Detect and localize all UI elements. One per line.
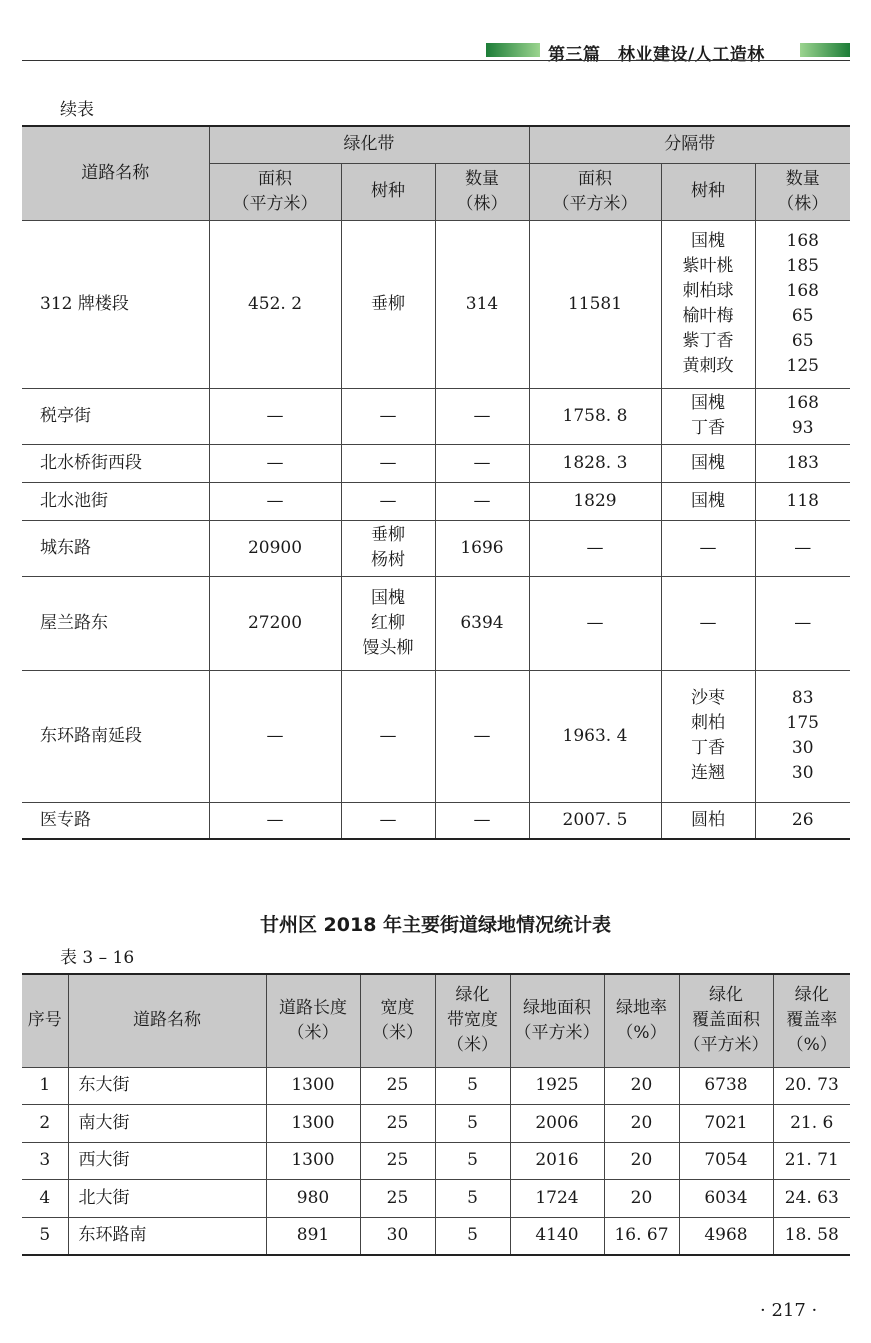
table-cell: 1300 — [266, 1067, 360, 1105]
table-cell: — — [209, 482, 341, 520]
col-header-gb-count: 数量 （株） — [435, 163, 529, 220]
table-cell: — — [529, 576, 661, 670]
table-cell: 25 — [360, 1067, 435, 1105]
section-header: 第三篇 林业建设/人工造林 — [548, 45, 765, 65]
table-cell: 国槐 — [661, 482, 755, 520]
table-cell: 21. 71 — [773, 1142, 850, 1180]
table-cell: 25 — [360, 1105, 435, 1143]
table-cell: 2016 — [510, 1142, 604, 1180]
table-cell: 国槐 红柳 馒头柳 — [341, 576, 435, 670]
col-header: 绿化 带宽度 （米） — [435, 974, 510, 1067]
col-header-gb-species: 树种 — [341, 163, 435, 220]
table-cell: 168 93 — [755, 388, 850, 444]
table-cell: 4968 — [679, 1217, 773, 1255]
table-cell: 24. 63 — [773, 1180, 850, 1218]
table-cell: 183 — [755, 444, 850, 482]
table-cell: — — [341, 482, 435, 520]
table-cell: — — [435, 482, 529, 520]
table-cell: 4 — [22, 1180, 68, 1218]
table-cell: 垂柳 杨树 — [341, 520, 435, 576]
col-header: 绿化 覆盖率 （%） — [773, 974, 850, 1067]
table-cell: 4140 — [510, 1217, 604, 1255]
table-cell: 3 — [22, 1142, 68, 1180]
table-cell: 5 — [22, 1217, 68, 1255]
table-cell: 圆柏 — [661, 802, 755, 839]
table-row — [22, 220, 850, 388]
table-row — [22, 1180, 850, 1218]
table-cell: 20 — [604, 1142, 679, 1180]
table-cell: 垂柳 — [341, 220, 435, 388]
table-cell: — — [209, 388, 341, 444]
table-cell: 1829 — [529, 482, 661, 520]
road-name-cell: 东环路南延段 — [22, 670, 209, 802]
col-header: 绿地面积 （平方米） — [510, 974, 604, 1067]
table-row — [22, 1217, 850, 1255]
table-cell: — — [755, 576, 850, 670]
table-cell: — — [435, 802, 529, 839]
table2-title: 甘州区 2018 年主要街道绿地情况统计表 — [259, 914, 612, 936]
col-header-green-belt: 绿化带 — [209, 126, 529, 163]
table-cell: 20 — [604, 1180, 679, 1218]
header-rule — [22, 60, 850, 61]
road-name-cell: 东大街 — [68, 1067, 266, 1105]
table-cell: 6738 — [679, 1067, 773, 1105]
table-cell: — — [341, 388, 435, 444]
table-cell: 27200 — [209, 576, 341, 670]
road-name-cell: 税亭街 — [22, 388, 209, 444]
table-cell: 国槐 丁香 — [661, 388, 755, 444]
table-cell: 1724 — [510, 1180, 604, 1218]
table-cell: — — [755, 520, 850, 576]
table-row — [22, 1142, 850, 1180]
table-cell: 1828. 3 — [529, 444, 661, 482]
road-name-cell: 北大街 — [68, 1180, 266, 1218]
table-cell: 168 185 168 65 65 125 — [755, 220, 850, 388]
table-cell: 26 — [755, 802, 850, 839]
table-cell: 452. 2 — [209, 220, 341, 388]
table-cell: 1300 — [266, 1142, 360, 1180]
table2-label: 表 3 – 16 — [60, 948, 135, 968]
table-cell: 25 — [360, 1180, 435, 1218]
col-header-road: 道路名称 — [22, 126, 209, 220]
table-cell: 5 — [435, 1105, 510, 1143]
table-cell: — — [435, 444, 529, 482]
table-cell: 5 — [435, 1180, 510, 1218]
table-row — [22, 802, 850, 839]
road-name-cell: 西大街 — [68, 1142, 266, 1180]
table-cell: 国槐 紫叶桃 刺柏球 榆叶梅 紫丁香 黄刺玫 — [661, 220, 755, 388]
table-row — [22, 576, 850, 670]
street-greening-stats-table — [22, 973, 850, 1256]
table-cell: — — [341, 444, 435, 482]
table-row — [22, 1105, 850, 1143]
greening-table-continued — [22, 125, 850, 840]
col-header: 道路名称 — [68, 974, 266, 1067]
table-cell: 30 — [360, 1217, 435, 1255]
col-header: 道路长度 （米） — [266, 974, 360, 1067]
table-cell: — — [529, 520, 661, 576]
page-number: · 217 · — [760, 1300, 818, 1321]
table-cell: 2006 — [510, 1105, 604, 1143]
table-row — [22, 670, 850, 802]
table-cell: 891 — [266, 1217, 360, 1255]
road-name-cell: 屋兰路东 — [22, 576, 209, 670]
table-cell: — — [435, 388, 529, 444]
table-cell: — — [661, 520, 755, 576]
table-cell: 980 — [266, 1180, 360, 1218]
table-row — [22, 520, 850, 576]
col-header-divider: 分隔带 — [529, 126, 850, 163]
table-cell: 5 — [435, 1217, 510, 1255]
table-cell: 20 — [604, 1067, 679, 1105]
road-name-cell: 312 牌楼段 — [22, 220, 209, 388]
table-cell: 7021 — [679, 1105, 773, 1143]
table-cell: — — [661, 576, 755, 670]
col-header: 序号 — [22, 974, 68, 1067]
col-header-gb-area: 面积 （平方米） — [209, 163, 341, 220]
table-cell: 1300 — [266, 1105, 360, 1143]
col-header: 宽度 （米） — [360, 974, 435, 1067]
continued-label: 续表 — [60, 100, 94, 120]
table-cell: 20. 73 — [773, 1067, 850, 1105]
col-header: 绿地率 （%） — [604, 974, 679, 1067]
road-name-cell: 城东路 — [22, 520, 209, 576]
table-cell: 118 — [755, 482, 850, 520]
table-cell: 2 — [22, 1105, 68, 1143]
table-cell: 1758. 8 — [529, 388, 661, 444]
table-cell: 6394 — [435, 576, 529, 670]
table-cell: 1 — [22, 1067, 68, 1105]
table-cell: 16. 67 — [604, 1217, 679, 1255]
col-header-dv-count: 数量 （株） — [755, 163, 850, 220]
road-name-cell: 北水池街 — [22, 482, 209, 520]
table-cell: 5 — [435, 1142, 510, 1180]
table-cell: 20 — [604, 1105, 679, 1143]
table-cell: 25 — [360, 1142, 435, 1180]
table-cell: 6034 — [679, 1180, 773, 1218]
col-header-dv-species: 树种 — [661, 163, 755, 220]
table-cell: 83 175 30 30 — [755, 670, 850, 802]
table-cell: — — [209, 670, 341, 802]
table-cell: 1925 — [510, 1067, 604, 1105]
table-cell: — — [209, 802, 341, 839]
road-name-cell: 东环路南 — [68, 1217, 266, 1255]
table-cell: 314 — [435, 220, 529, 388]
table-row — [22, 482, 850, 520]
road-name-cell: 医专路 — [22, 802, 209, 839]
table-cell: 20900 — [209, 520, 341, 576]
table-cell: 国槐 — [661, 444, 755, 482]
table-cell: 1696 — [435, 520, 529, 576]
table-cell: 18. 58 — [773, 1217, 850, 1255]
table-cell: 1963. 4 — [529, 670, 661, 802]
table-row — [22, 388, 850, 444]
col-header: 绿化 覆盖面积 （平方米） — [679, 974, 773, 1067]
header-decor-bar-left — [486, 43, 540, 57]
col-header-dv-area: 面积 （平方米） — [529, 163, 661, 220]
table-cell: — — [341, 670, 435, 802]
table-cell: 11581 — [529, 220, 661, 388]
table-cell: 21. 6 — [773, 1105, 850, 1143]
road-name-cell: 南大街 — [68, 1105, 266, 1143]
road-name-cell: 北水桥街西段 — [22, 444, 209, 482]
table-cell: 7054 — [679, 1142, 773, 1180]
table-cell: — — [341, 802, 435, 839]
table-cell: 5 — [435, 1067, 510, 1105]
table-row — [22, 1067, 850, 1105]
header-decor-bar-right — [800, 43, 850, 57]
table-cell: 沙枣 刺柏 丁香 连翘 — [661, 670, 755, 802]
table-cell: — — [435, 670, 529, 802]
table-cell: — — [209, 444, 341, 482]
table-cell: 2007. 5 — [529, 802, 661, 839]
table-row — [22, 444, 850, 482]
